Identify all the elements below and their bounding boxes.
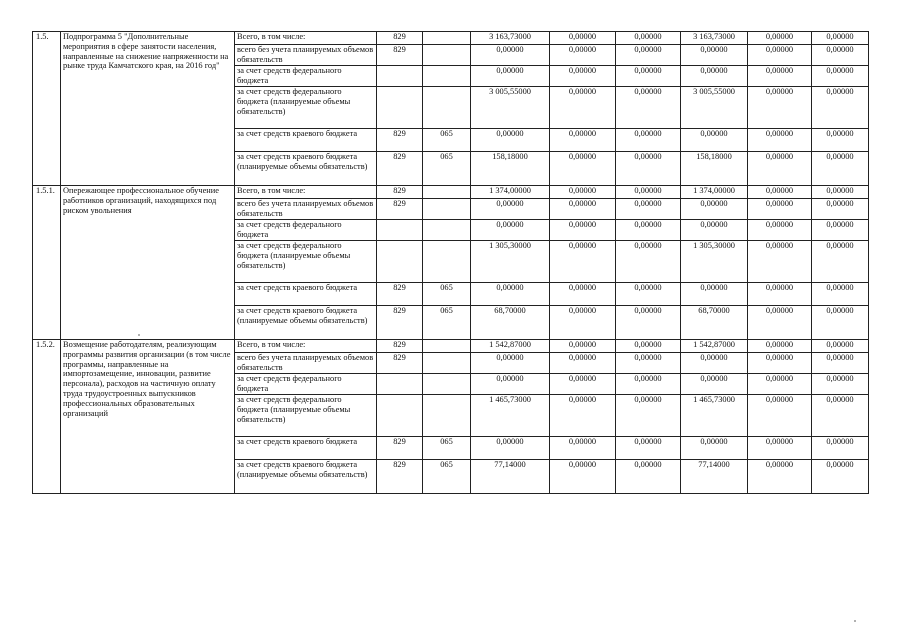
funding-source-cell: всего без учета планируемых объемов обязательств <box>235 45 377 66</box>
amount-cell: 0,00000 <box>550 66 616 87</box>
amount-cell: 0,00000 <box>550 220 616 241</box>
section-title: Подпрограмма 5 "Дополнительные мероприятия в сфере занятости населения, направленные на снижение напряженности на рынке труда Камчатского края, на 2016 год" <box>61 32 235 186</box>
section-code-cell <box>423 340 471 353</box>
funding-source-cell: Всего, в том числе: <box>235 32 377 45</box>
amount-cell: 1 465,73000 <box>681 395 748 437</box>
grbs-code-cell: 829 <box>377 306 423 340</box>
table-row <box>33 32 869 45</box>
amount-cell: 0,00000 <box>812 45 869 66</box>
amount-cell: 0,00000 <box>748 152 812 186</box>
funding-source-cell: за счет средств федерального бюджета (планируемые объемы обязательств) <box>235 395 377 437</box>
amount-cell: 0,00000 <box>550 186 616 199</box>
amount-cell: 0,00000 <box>550 32 616 45</box>
section-code-cell <box>423 199 471 220</box>
amount-cell: 0,00000 <box>681 283 748 306</box>
amount-cell: 1 305,30000 <box>471 241 550 283</box>
section-code-cell <box>423 353 471 374</box>
section-code-cell <box>423 220 471 241</box>
amount-cell: 68,70000 <box>681 306 748 340</box>
section-code-cell: 065 <box>423 306 471 340</box>
amount-cell: 0,00000 <box>748 186 812 199</box>
amount-cell: 0,00000 <box>748 87 812 129</box>
amount-cell: 0,00000 <box>812 199 869 220</box>
amount-cell: 3 005,55000 <box>471 87 550 129</box>
amount-cell: 0,00000 <box>681 199 748 220</box>
amount-cell: 3 163,73000 <box>681 32 748 45</box>
amount-cell: 158,18000 <box>471 152 550 186</box>
amount-cell: 0,00000 <box>748 66 812 87</box>
grbs-code-cell: 829 <box>377 283 423 306</box>
amount-cell: 0,00000 <box>812 374 869 395</box>
amount-cell: 0,00000 <box>550 460 616 494</box>
section-code-cell <box>423 87 471 129</box>
amount-cell: 1 305,30000 <box>681 241 748 283</box>
section-code-cell <box>423 45 471 66</box>
section-code-cell: 065 <box>423 152 471 186</box>
table-row <box>33 340 869 353</box>
amount-cell: 1 542,87000 <box>681 340 748 353</box>
amount-cell: 0,00000 <box>550 340 616 353</box>
amount-cell: 0,00000 <box>550 199 616 220</box>
amount-cell: 0,00000 <box>550 87 616 129</box>
funding-source-cell: за счет средств краевого бюджета (планируемые объемы обязательств) <box>235 152 377 186</box>
amount-cell: 0,00000 <box>616 186 681 199</box>
grbs-code-cell: 829 <box>377 152 423 186</box>
amount-cell: 0,00000 <box>471 437 550 460</box>
amount-cell: 0,00000 <box>812 283 869 306</box>
amount-cell: 0,00000 <box>616 283 681 306</box>
funding-source-cell: за счет средств федерального бюджета <box>235 220 377 241</box>
amount-cell: 0,00000 <box>681 129 748 152</box>
amount-cell: 0,00000 <box>812 152 869 186</box>
amount-cell: 1 374,00000 <box>681 186 748 199</box>
section-code-cell <box>423 186 471 199</box>
section-code-cell <box>423 66 471 87</box>
amount-cell: 0,00000 <box>550 283 616 306</box>
amount-cell: 0,00000 <box>616 306 681 340</box>
grbs-code-cell: 829 <box>377 340 423 353</box>
grbs-code-cell <box>377 374 423 395</box>
amount-cell: 68,70000 <box>471 306 550 340</box>
amount-cell: 0,00000 <box>471 129 550 152</box>
amount-cell: 0,00000 <box>812 32 869 45</box>
amount-cell: 158,18000 <box>681 152 748 186</box>
grbs-code-cell <box>377 395 423 437</box>
amount-cell: 0,00000 <box>616 374 681 395</box>
amount-cell: 0,00000 <box>748 460 812 494</box>
amount-cell: 0,00000 <box>748 220 812 241</box>
amount-cell: 0,00000 <box>616 129 681 152</box>
grbs-code-cell: 829 <box>377 45 423 66</box>
amount-cell: 0,00000 <box>812 437 869 460</box>
scan-speck <box>854 620 856 622</box>
amount-cell: 0,00000 <box>748 129 812 152</box>
scan-speck <box>138 334 140 336</box>
amount-cell: 0,00000 <box>681 220 748 241</box>
funding-source-cell: за счет средств краевого бюджета <box>235 129 377 152</box>
funding-source-cell: за счет средств федерального бюджета (планируемые объемы обязательств) <box>235 241 377 283</box>
amount-cell: 0,00000 <box>812 129 869 152</box>
amount-cell: 0,00000 <box>550 45 616 66</box>
section-number: 1.5. <box>33 32 61 186</box>
section-code-cell: 065 <box>423 283 471 306</box>
amount-cell: 0,00000 <box>812 220 869 241</box>
amount-cell: 0,00000 <box>681 353 748 374</box>
amount-cell: 0,00000 <box>812 306 869 340</box>
table-body <box>33 32 869 494</box>
grbs-code-cell: 829 <box>377 437 423 460</box>
amount-cell: 1 542,87000 <box>471 340 550 353</box>
amount-cell: 0,00000 <box>550 129 616 152</box>
section-code-cell <box>423 374 471 395</box>
amount-cell: 0,00000 <box>748 45 812 66</box>
section-number: 1.5.1. <box>33 186 61 340</box>
amount-cell: 0,00000 <box>748 437 812 460</box>
grbs-code-cell: 829 <box>377 353 423 374</box>
amount-cell: 0,00000 <box>748 306 812 340</box>
section-number: 1.5.2. <box>33 340 61 494</box>
funding-source-cell: Всего, в том числе: <box>235 340 377 353</box>
amount-cell: 0,00000 <box>748 283 812 306</box>
amount-cell: 0,00000 <box>471 283 550 306</box>
amount-cell: 0,00000 <box>812 460 869 494</box>
funding-source-cell: за счет средств федерального бюджета <box>235 374 377 395</box>
funding-source-cell: Всего, в том числе: <box>235 186 377 199</box>
amount-cell: 0,00000 <box>748 199 812 220</box>
budget-table <box>32 31 869 494</box>
section-code-cell <box>423 395 471 437</box>
table-row <box>33 186 869 199</box>
amount-cell: 77,14000 <box>471 460 550 494</box>
amount-cell: 0,00000 <box>616 152 681 186</box>
funding-source-cell: за счет средств краевого бюджета <box>235 437 377 460</box>
amount-cell: 0,00000 <box>748 340 812 353</box>
amount-cell: 0,00000 <box>616 66 681 87</box>
amount-cell: 0,00000 <box>812 395 869 437</box>
grbs-code-cell: 829 <box>377 460 423 494</box>
amount-cell: 0,00000 <box>681 66 748 87</box>
amount-cell: 0,00000 <box>812 241 869 283</box>
amount-cell: 0,00000 <box>812 353 869 374</box>
funding-source-cell: за счет средств краевого бюджета <box>235 283 377 306</box>
amount-cell: 0,00000 <box>550 353 616 374</box>
amount-cell: 0,00000 <box>616 199 681 220</box>
funding-source-cell: всего без учета планируемых объемов обязательств <box>235 353 377 374</box>
funding-source-cell: всего без учета планируемых объемов обязательств <box>235 199 377 220</box>
amount-cell: 0,00000 <box>748 241 812 283</box>
grbs-code-cell <box>377 220 423 241</box>
amount-cell: 0,00000 <box>616 87 681 129</box>
amount-cell: 0,00000 <box>471 66 550 87</box>
amount-cell: 0,00000 <box>812 340 869 353</box>
amount-cell: 0,00000 <box>616 353 681 374</box>
amount-cell: 0,00000 <box>616 395 681 437</box>
amount-cell: 0,00000 <box>748 395 812 437</box>
amount-cell: 0,00000 <box>550 395 616 437</box>
amount-cell: 3 005,55000 <box>681 87 748 129</box>
amount-cell: 0,00000 <box>681 374 748 395</box>
amount-cell: 0,00000 <box>616 437 681 460</box>
grbs-code-cell <box>377 241 423 283</box>
grbs-code-cell <box>377 66 423 87</box>
amount-cell: 0,00000 <box>550 241 616 283</box>
amount-cell: 0,00000 <box>471 220 550 241</box>
amount-cell: 0,00000 <box>748 353 812 374</box>
section-code-cell: 065 <box>423 129 471 152</box>
amount-cell: 77,14000 <box>681 460 748 494</box>
section-code-cell: 065 <box>423 460 471 494</box>
amount-cell: 0,00000 <box>748 32 812 45</box>
amount-cell: 1 465,73000 <box>471 395 550 437</box>
grbs-code-cell: 829 <box>377 129 423 152</box>
amount-cell: 0,00000 <box>616 460 681 494</box>
amount-cell: 1 374,00000 <box>471 186 550 199</box>
amount-cell: 0,00000 <box>812 87 869 129</box>
amount-cell: 0,00000 <box>681 437 748 460</box>
funding-source-cell: за счет средств федерального бюджета (планируемые объемы обязательств) <box>235 87 377 129</box>
amount-cell: 0,00000 <box>471 374 550 395</box>
amount-cell: 0,00000 <box>550 437 616 460</box>
amount-cell: 0,00000 <box>550 374 616 395</box>
section-title: Возмещение работодателям, реализующим программы развития организации (в том числе программы, направленные на импортозамещение, инновации, развитие персонала), расходов на частичную оплату труда трудоустроенных выпускников профессиональных образовательных организаций <box>61 340 235 494</box>
amount-cell: 0,00000 <box>812 186 869 199</box>
amount-cell: 0,00000 <box>616 32 681 45</box>
grbs-code-cell: 829 <box>377 199 423 220</box>
amount-cell: 0,00000 <box>471 45 550 66</box>
funding-source-cell: за счет средств краевого бюджета (планируемые объемы обязательств) <box>235 306 377 340</box>
funding-source-cell: за счет средств федерального бюджета <box>235 66 377 87</box>
section-code-cell: 065 <box>423 437 471 460</box>
amount-cell: 0,00000 <box>616 340 681 353</box>
grbs-code-cell: 829 <box>377 186 423 199</box>
grbs-code-cell: 829 <box>377 32 423 45</box>
amount-cell: 0,00000 <box>616 220 681 241</box>
grbs-code-cell <box>377 87 423 129</box>
amount-cell: 0,00000 <box>748 374 812 395</box>
amount-cell: 3 163,73000 <box>471 32 550 45</box>
amount-cell: 0,00000 <box>616 45 681 66</box>
section-code-cell <box>423 241 471 283</box>
amount-cell: 0,00000 <box>550 306 616 340</box>
amount-cell: 0,00000 <box>616 241 681 283</box>
amount-cell: 0,00000 <box>471 353 550 374</box>
funding-source-cell: за счет средств краевого бюджета (планируемые объемы обязательств) <box>235 460 377 494</box>
section-title: Опережающее профессиональное обучение работников организаций, находящихся под риском увольнения <box>61 186 235 340</box>
amount-cell: 0,00000 <box>550 152 616 186</box>
amount-cell: 0,00000 <box>471 199 550 220</box>
amount-cell: 0,00000 <box>681 45 748 66</box>
section-code-cell <box>423 32 471 45</box>
amount-cell: 0,00000 <box>812 66 869 87</box>
